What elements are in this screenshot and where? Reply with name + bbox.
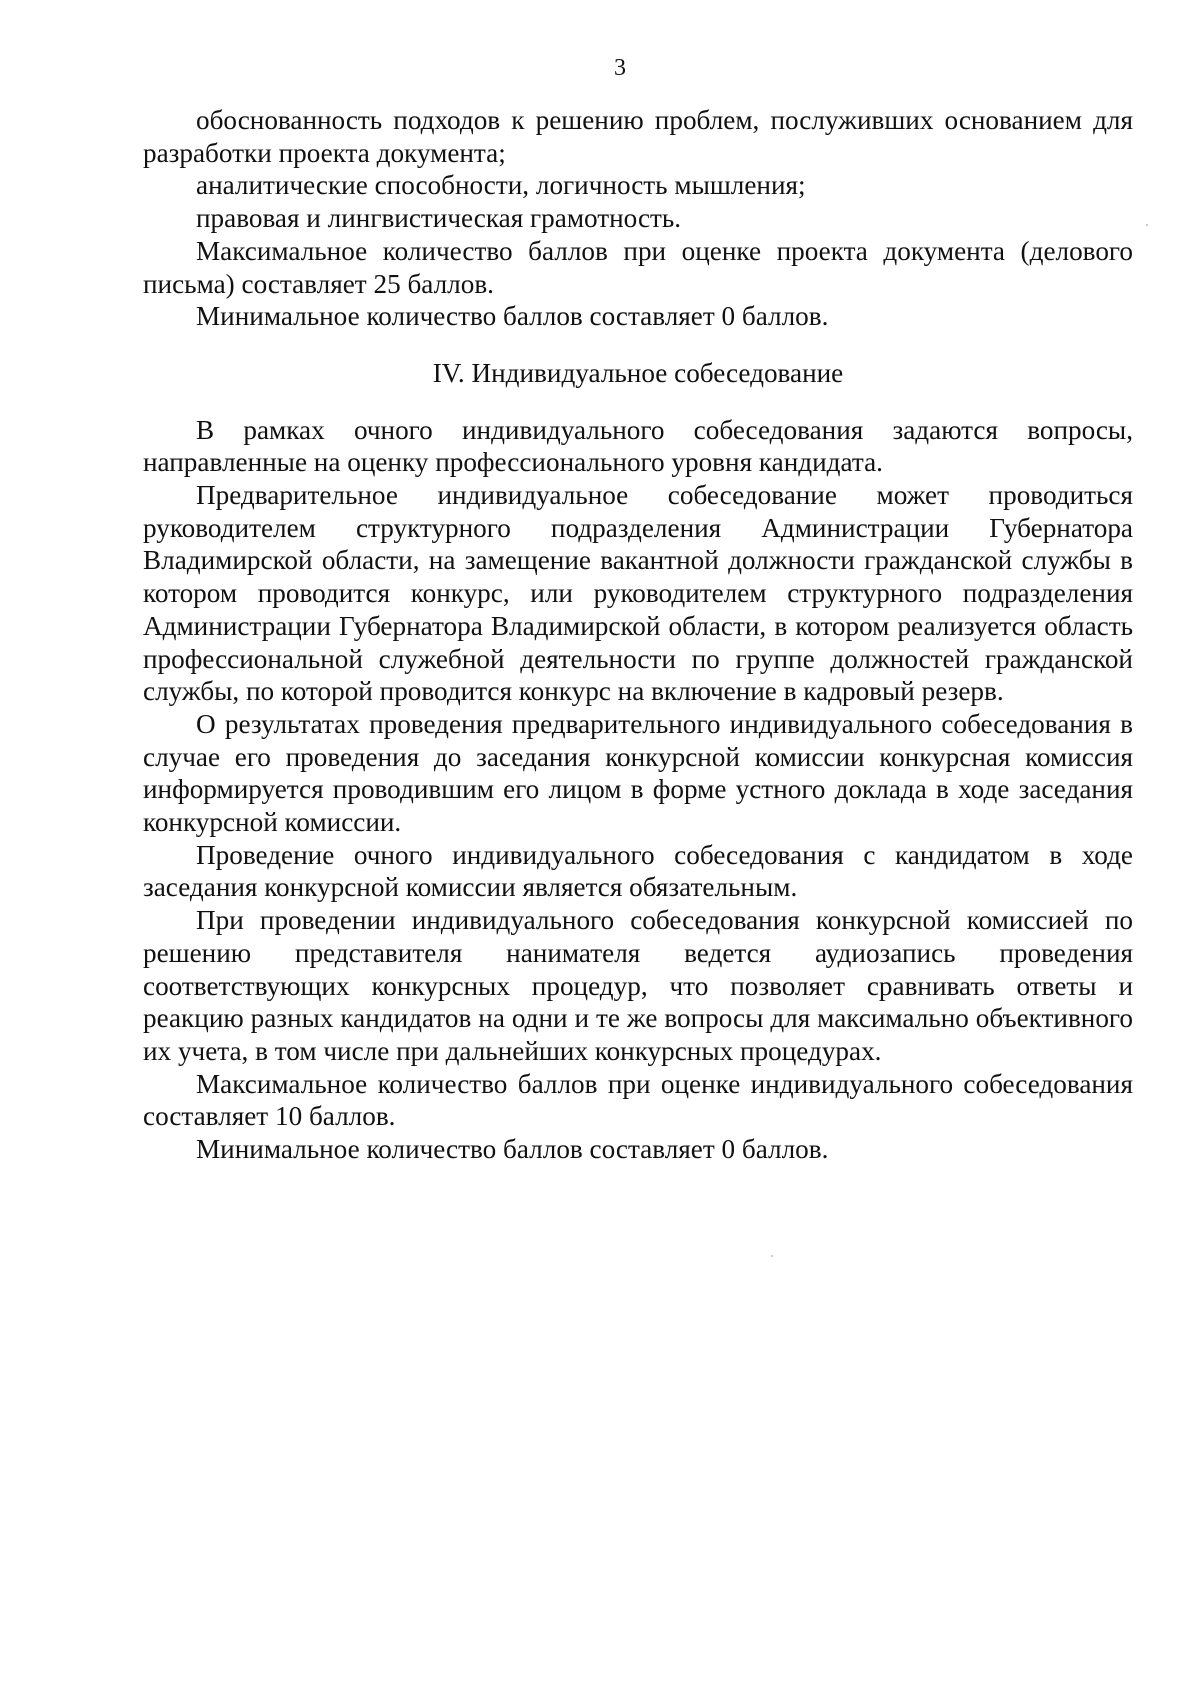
paragraph-mandatory-interview: Проведение очного индивидуального собеседования с кандидатом в ходе заседания конкурсной комиссии является обязательным. bbox=[143, 839, 1133, 903]
scan-speck bbox=[1146, 224, 1148, 226]
document-body bbox=[143, 104, 1133, 1166]
paragraph-justification: обоснованность подходов к решению проблем, послуживших основанием для разработки проекта документа; bbox=[143, 105, 1133, 168]
paragraph-preliminary-interview: Предварительное индивидуальное собеседование может проводиться руководителем структурного подразделения Администрации Губернатора Владимирской области, на замещение вакантной должности гражданской службы в котором проводится конкурс, или руководителем структурного подразделения Администрации Губернатора Владимирской области, в котором реализуется область профессиональной служебной деятельности по группе должностей гражданской службы, по которой проводится конкурс на включение в кадровый резерв. bbox=[143, 480, 1133, 707]
paragraph-min-score-interview: Минимальное количество баллов составляет 0 баллов. bbox=[196, 1134, 829, 1165]
paragraph-analytical-skills: аналитические способности, логичность мышления; bbox=[196, 170, 806, 201]
paragraph-min-score-document: Минимальное количество баллов составляет 0 баллов. bbox=[196, 301, 829, 332]
paragraph-audio-recording: При проведении индивидуального собеседования конкурсной комиссией по решению представителя нанимателя ведется аудиозапись проведения соответствующих конкурсных процедур, что позволяет сравнивать ответы и реакцию разных кандидатов на одни и те же вопросы для максимально объективного их учета, в том числе при дальнейших конкурсных процедурах. bbox=[143, 905, 1133, 1066]
paragraph-literacy: правовая и лингвистическая грамотность. bbox=[196, 203, 682, 234]
page-number: 3 bbox=[614, 55, 626, 81]
paragraph-interview-questions: В рамках очного индивидуального собеседования задаются вопросы, направленные на оценку профессионального уровня кандидата. bbox=[143, 414, 1133, 478]
paragraph-max-score-interview: Максимальное количество баллов при оценке индивидуального собеседования составляет 10 баллов. bbox=[143, 1068, 1133, 1132]
paragraph-max-score-document: Максимальное количество баллов при оценке проекта документа (делового письма) составляет 25 баллов. bbox=[143, 235, 1133, 299]
section-heading: IV. Индивидуальное собеседование bbox=[432, 357, 844, 388]
paragraph-interview-results: О результатах проведения предварительного индивидуального собеседования в случае его проведения до заседания конкурсной комиссии конкурсная комиссия информируется проводившим его лицом в форме устного доклада в ходе заседания конкурсной комиссии. bbox=[143, 708, 1133, 838]
scan-speck bbox=[771, 1255, 773, 1257]
